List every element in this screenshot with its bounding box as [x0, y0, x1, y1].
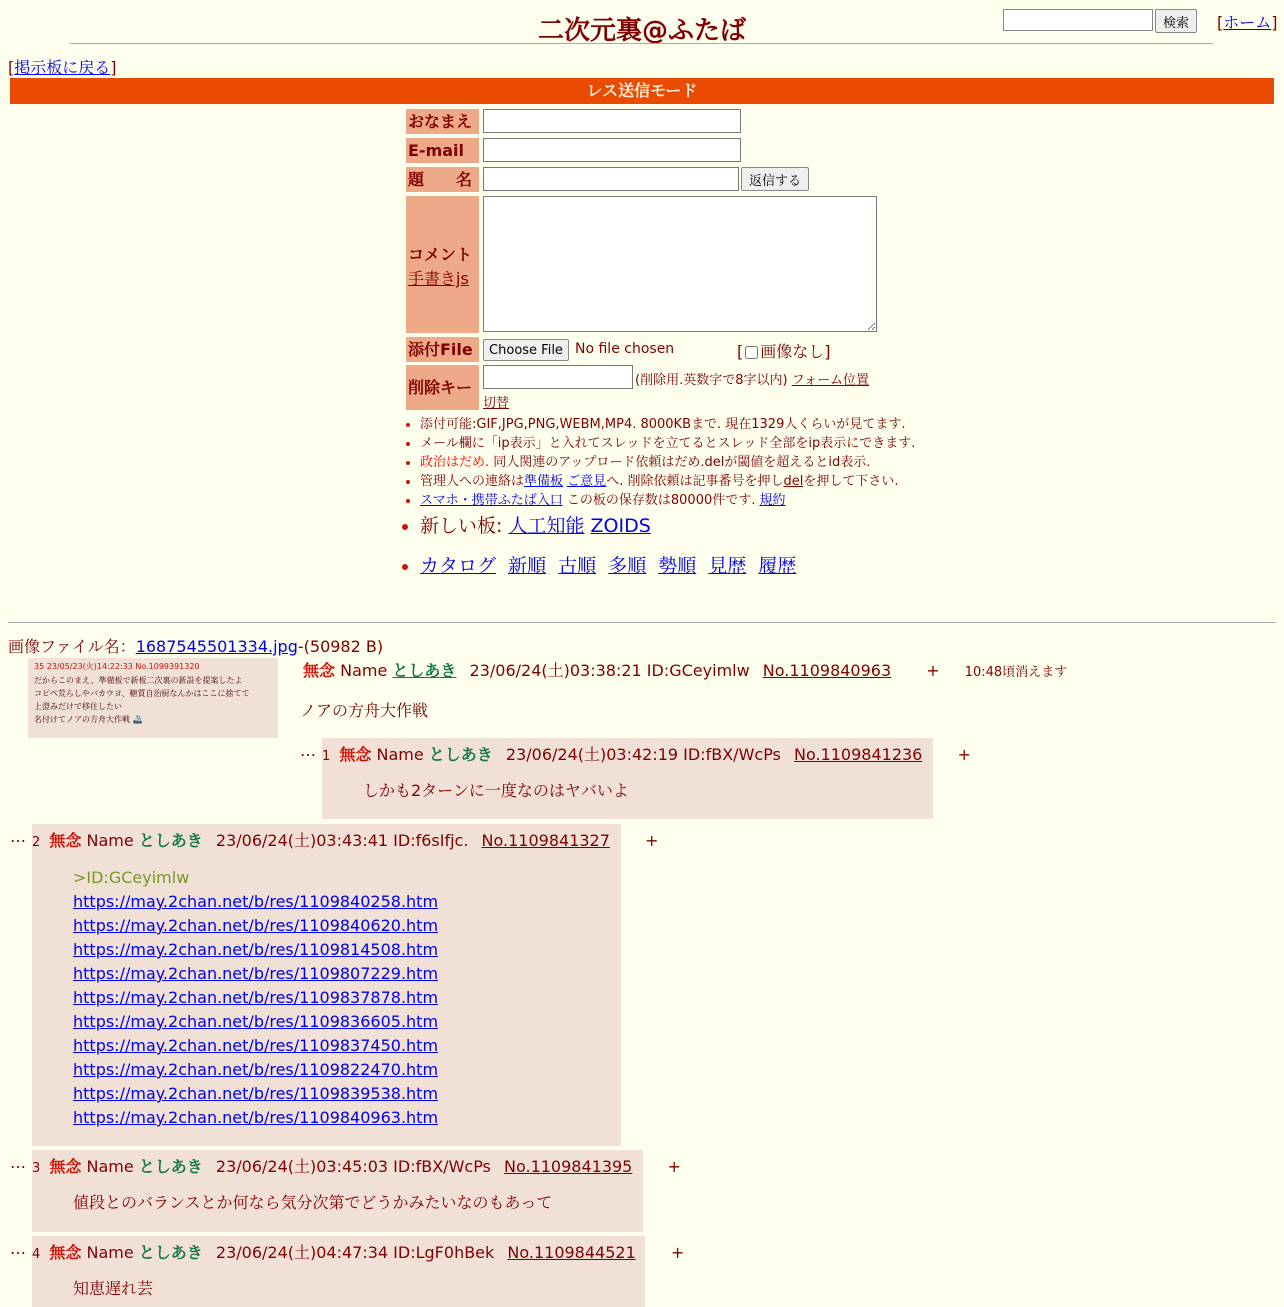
quote-line: >ID:GCeyimlw: [73, 868, 190, 887]
thread-link[interactable]: https://may.2chan.net/b/res/1109836605.htm: [73, 1012, 439, 1031]
reply-marker: …: [10, 1153, 26, 1172]
mobile-entry-link[interactable]: スマホ・携帯ふたば入口: [420, 493, 563, 508]
thread-link[interactable]: https://may.2chan.net/b/res/1109840963.htm: [73, 1108, 439, 1127]
reply-4: [32, 1236, 685, 1307]
reply-2: [32, 824, 659, 1146]
comment-label-cell: [406, 196, 479, 333]
reply-body: しかも2ターンに一度なのはヤバいよ: [363, 781, 629, 800]
name-label-text: Name: [86, 831, 134, 850]
post-subject: 無念: [339, 745, 372, 764]
rule-storage-text: この板の保存数は80000件です.: [562, 493, 756, 508]
op-body: ノアの方舟大作戦: [300, 701, 429, 720]
reply-submit-button[interactable]: 返信する: [741, 167, 809, 191]
post-number-link[interactable]: No.1109841395: [504, 1157, 633, 1176]
email-field[interactable]: [483, 138, 741, 162]
thumb-line: 35 23/05/23(火)14:22:33 No.1099391320: [34, 662, 200, 671]
thumb-line: だからこのまえ、準備板で新板二次裏の新設を提案したよ: [34, 676, 243, 685]
comment-textarea[interactable]: [483, 196, 877, 332]
op-poster-name[interactable]: としあき: [392, 661, 457, 680]
post-number-link[interactable]: No.1109841327: [481, 831, 610, 850]
sort-new-link[interactable]: 新順: [508, 555, 547, 577]
no-image-option: [ 画像なし]: [737, 342, 831, 361]
reply-index: 4: [32, 1247, 41, 1262]
thumb-line: 名付けてノアの方舟大作戦 🚢: [34, 715, 143, 724]
post-subject: 無念: [49, 1243, 82, 1262]
post-datetime-id: 23/06/24(土)03:42:19 ID:fBX/WcPs: [505, 745, 781, 764]
sodane-button[interactable]: +: [667, 1157, 681, 1176]
poster-name: としあき: [138, 831, 203, 850]
delete-key-hint: (削除用.英数字で8字以内): [635, 373, 788, 388]
rule-politics-warning: 政治はだめ.: [420, 455, 490, 470]
poster-name: としあき: [428, 745, 493, 764]
post-datetime-id: 23/06/24(土)04:47:34 ID:LgF0hBek: [215, 1243, 495, 1262]
name-label: おなまえ: [406, 109, 479, 134]
delete-key-note: [635, 369, 869, 388]
post-number-link[interactable]: No.1109840963: [762, 661, 892, 680]
thread-link[interactable]: https://may.2chan.net/b/res/1109814508.htm: [73, 940, 439, 959]
rule-politics-text: 同人関連のアップロード依頼はだめ.delが閾値を超えるとid表示.: [489, 455, 871, 470]
new-board-zoids-link[interactable]: ZOIDS: [590, 515, 651, 537]
del-link[interactable]: del: [783, 474, 804, 489]
thread-link[interactable]: https://may.2chan.net/b/res/1109807229.htm: [73, 964, 439, 983]
thread-link[interactable]: https://may.2chan.net/b/res/1109837878.htm: [73, 988, 439, 1007]
op-header: [303, 658, 1067, 681]
choose-file-button[interactable]: Choose File: [483, 339, 569, 361]
reply-3: [32, 1150, 681, 1232]
name-field[interactable]: [483, 109, 741, 133]
post-subject: 無念: [49, 1157, 82, 1176]
rule-ip-display: • メール欄に「ip表示」と入れてスレッドを立てるとスレッド全部をip表示にできます.: [420, 434, 925, 453]
thread-divider: [8, 622, 1276, 623]
no-image-label: 画像なし: [760, 342, 825, 361]
reply-index: 1: [322, 749, 331, 764]
thread-link[interactable]: https://may.2chan.net/b/res/1109837450.htm: [73, 1036, 439, 1055]
reply-marker: …: [10, 1239, 26, 1258]
rule-contact-text-2: へ. 削除依頼は記事番号を押し: [606, 474, 784, 489]
thumb-line: 上澄みだけで移住したい: [34, 702, 122, 711]
sort-old-link[interactable]: 古順: [558, 555, 597, 577]
reply-body: 値段とのバランスとか何なら気分次第でどうかみたいなのもあって: [73, 1193, 553, 1212]
name-label-text: Name: [86, 1243, 134, 1262]
email-label: E-mail: [406, 138, 479, 163]
terms-link[interactable]: 規約: [759, 493, 786, 508]
sort-nav: [420, 553, 925, 579]
name-label-text: Name: [340, 661, 388, 680]
delete-key-label: 削除キー: [406, 365, 479, 410]
post-number-link[interactable]: No.1109844521: [507, 1243, 636, 1262]
reply-marker: …: [300, 741, 316, 760]
sort-many-link[interactable]: 多順: [608, 555, 647, 577]
post-datetime-id: 23/06/24(土)03:38:21 ID:GCeyimlw: [469, 661, 750, 680]
back-link-wrapper: [掲示板に戻る]: [8, 58, 117, 77]
subject-label: 題 名: [406, 167, 479, 192]
name-label-text: Name: [86, 1157, 134, 1176]
search-input[interactable]: [1003, 9, 1153, 31]
post-subject: 無念: [303, 661, 336, 680]
rule-contact: [420, 472, 925, 491]
reply-header: [32, 828, 658, 851]
delete-key-field[interactable]: [483, 365, 633, 389]
rule-mobile: [420, 491, 925, 510]
catalog-link[interactable]: カタログ: [420, 555, 497, 577]
expire-notice: 10:48頃消えます: [964, 665, 1068, 680]
post-datetime-id: 23/06/24(土)03:43:41 ID:f6sIfjc.: [215, 831, 469, 850]
subject-field[interactable]: [483, 167, 739, 191]
form-toggle-wrapper: [483, 392, 509, 411]
rule-contact-text: 管理人への連絡は: [420, 474, 525, 489]
poster-name: としあき: [138, 1243, 203, 1262]
name-label-text: Name: [376, 745, 424, 764]
op-thumbnail[interactable]: [28, 658, 278, 738]
sodane-button[interactable]: +: [957, 745, 971, 764]
reply-marker: …: [10, 827, 26, 846]
thread-link[interactable]: https://may.2chan.net/b/res/1109840620.htm: [73, 916, 439, 935]
back-to-board-link[interactable]: 掲示板に戻る: [14, 58, 111, 77]
poster-name: としあき: [138, 1157, 203, 1176]
sodane-button[interactable]: +: [926, 661, 940, 680]
file-label-text: 画像ファイル名：: [8, 637, 136, 656]
form-position-link[interactable]: フォーム位置: [791, 373, 870, 388]
post-datetime-id: 23/06/24(土)03:45:03 ID:fBX/WcPs: [215, 1157, 491, 1176]
title-divider: [70, 43, 1213, 44]
op-file-size: -(50982 B): [297, 637, 384, 656]
search-button[interactable]: 検索: [1155, 9, 1197, 33]
form-toggle-link[interactable]: 切替: [483, 396, 510, 411]
file-label: 添付File: [406, 337, 479, 362]
sodane-button[interactable]: +: [645, 831, 659, 850]
new-board-ai-link[interactable]: 人工知能: [508, 515, 585, 537]
reply-body: 知恵遅れ芸: [73, 1279, 154, 1298]
op-file-info: [8, 634, 383, 657]
prep-board-link[interactable]: 準備板: [524, 474, 564, 489]
comment-label: コメント: [408, 245, 473, 264]
site-title: 二次元裏@ふたば: [537, 16, 746, 46]
thread-link[interactable]: https://may.2chan.net/b/res/1109840258.htm: [73, 892, 439, 911]
reply-mode-bar: レス送信モード: [10, 78, 1274, 104]
handwrite-js-link[interactable]: 手書きjs: [408, 269, 469, 288]
post-history-link[interactable]: 履歴: [758, 555, 797, 577]
home-link-wrapper: [ホーム]: [1217, 13, 1278, 32]
reply-index: 2: [32, 835, 41, 850]
reply-header: [32, 1240, 684, 1263]
board-rules: [400, 415, 925, 579]
thumb-line: コピペ荒らしやバカウヨ、糖質自治厨なんかはここに捨てて: [34, 689, 250, 698]
reply-header: [322, 742, 971, 765]
op-image-link[interactable]: 1687545501334.jpg: [135, 637, 298, 656]
home-link[interactable]: ホーム: [1223, 13, 1272, 32]
viewed-history-link[interactable]: 見歴: [708, 555, 747, 577]
reply-body: [73, 866, 438, 1130]
post-number-link[interactable]: No.1109841236: [794, 745, 923, 764]
thread-link[interactable]: https://may.2chan.net/b/res/1109822470.htm: [73, 1060, 439, 1079]
file-status-text: No file chosen: [575, 341, 675, 357]
reply-index: 3: [32, 1161, 41, 1176]
reply-header: [32, 1154, 681, 1177]
rule-contact-text-3: を押して下さい.: [803, 474, 899, 489]
thread-link[interactable]: https://may.2chan.net/b/res/1109839538.htm: [73, 1084, 439, 1103]
reply-1: [322, 738, 971, 819]
rule-filetypes: • 添付可能:GIF,JPG,PNG,WEBM,MP4. 8000KBまで. 現在1329人くらいが見てます.: [420, 415, 925, 434]
no-image-checkbox[interactable]: [745, 346, 758, 359]
new-boards: [420, 513, 925, 539]
feedback-link[interactable]: ご意見: [567, 474, 607, 489]
new-boards-label: 新しい板:: [420, 515, 509, 537]
rule-politics: [420, 453, 925, 472]
sort-momentum-link[interactable]: 勢順: [658, 555, 697, 577]
post-subject: 無念: [49, 831, 82, 850]
sodane-button[interactable]: +: [670, 1243, 685, 1262]
